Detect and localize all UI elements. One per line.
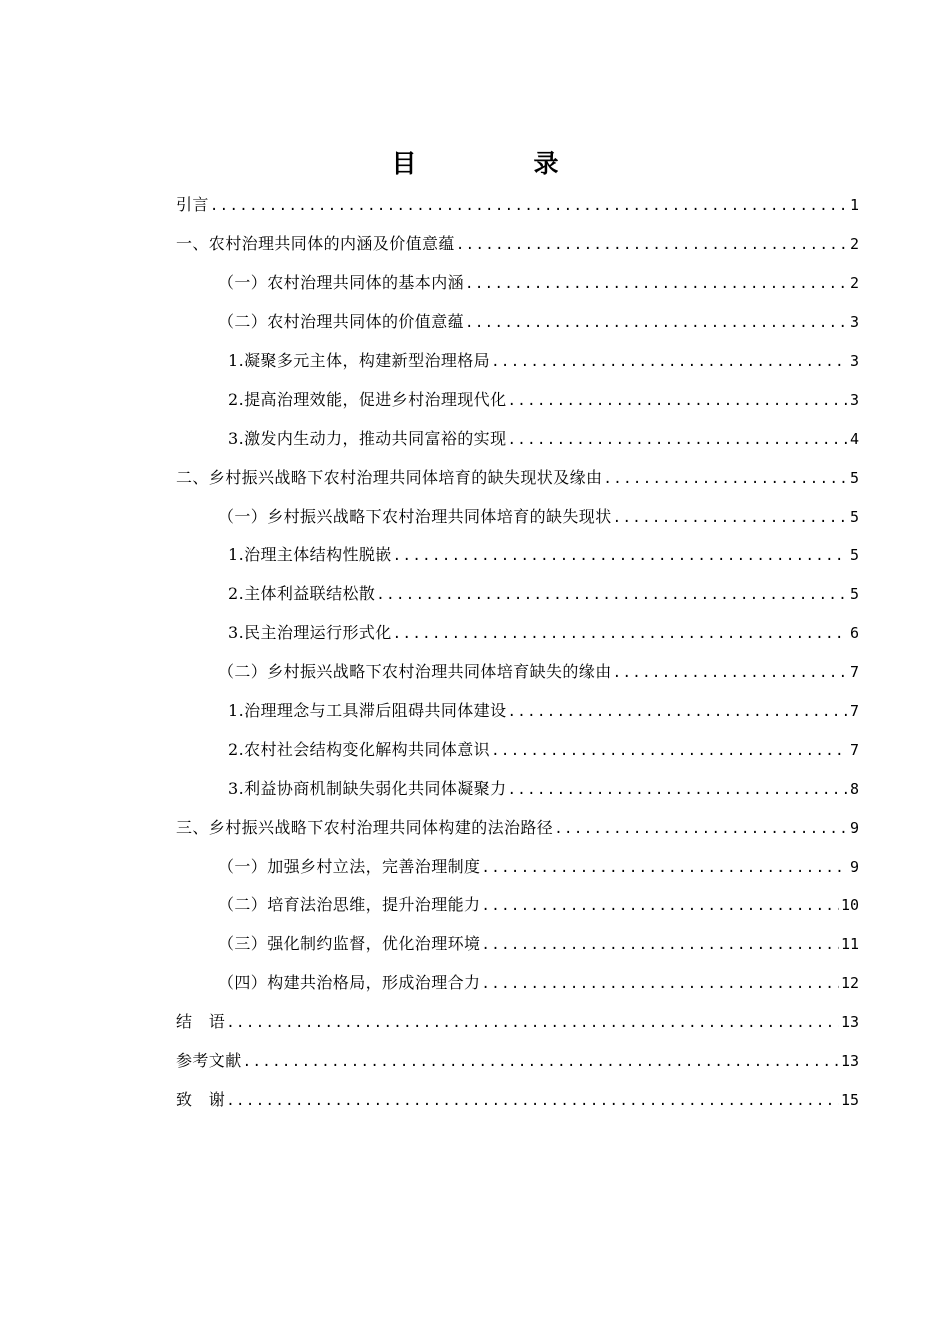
dot-leader (465, 313, 848, 333)
dot-leader (507, 430, 848, 450)
dot-leader (507, 391, 848, 411)
toc-entry-label: 结 语 (176, 1012, 226, 1032)
dot-leader (613, 663, 848, 683)
dot-leader (554, 819, 848, 839)
toc-entry-page-number: 3 (849, 313, 859, 332)
toc-entry[interactable] (0, 808, 950, 847)
dot-leader (491, 352, 848, 372)
toc-entry-label: 致 谢 (176, 1089, 226, 1109)
toc-entry[interactable] (0, 419, 950, 458)
toc-entry-label: 一、农村治理共同体的内涵及价值意蕴 (176, 234, 455, 254)
toc-entry[interactable] (0, 264, 950, 303)
toc-entry-page-number: 2 (849, 274, 859, 293)
toc-entry[interactable] (0, 342, 950, 381)
toc-entry-page-number: 13 (840, 1013, 859, 1032)
toc-entry[interactable] (0, 653, 950, 692)
toc-entry-label: 1.凝聚多元主体，构建新型治理格局 (228, 351, 491, 370)
toc-entry-label: （一）农村治理共同体的基本内涵 (218, 273, 465, 293)
toc-entry[interactable] (0, 1003, 950, 1042)
toc-entry-label: 引言 (176, 195, 209, 215)
toc-entry-page-number: 10 (840, 896, 859, 915)
toc-entry-page-number: 3 (849, 390, 859, 409)
toc-entry-page-number: 9 (849, 857, 859, 876)
toc-entry-page-number: 1 (849, 196, 859, 215)
toc-entry-page-number: 9 (849, 818, 859, 837)
dot-leader (210, 196, 848, 216)
toc-entry-label: 3.民主治理运行形式化 (228, 623, 392, 643)
toc-entry-page-number: 7 (849, 663, 859, 682)
toc-entry[interactable] (0, 964, 950, 1003)
dot-leader (481, 974, 839, 994)
toc-entry[interactable] (0, 614, 950, 653)
dot-leader (465, 274, 848, 294)
dot-leader (393, 624, 848, 644)
toc-entry-page-number: 8 (849, 779, 859, 798)
dot-leader (393, 546, 848, 566)
toc-entry-label: 1.治理主体结构性脱嵌 (228, 545, 392, 565)
toc-entry[interactable] (0, 925, 950, 964)
dot-leader (507, 702, 848, 722)
dot-leader (226, 1091, 839, 1111)
toc-entry-label: （二）农村治理共同体的价值意蕴 (218, 312, 465, 332)
toc-entry-label: （二）乡村振兴战略下农村治理共同体培育缺失的缘由 (218, 662, 612, 682)
toc-entry-page-number: 5 (849, 546, 859, 565)
dot-leader (481, 935, 839, 955)
toc-entry-label: 2.农村社会结构变化解构共同体意识 (228, 739, 491, 759)
toc-entry-page-number: 5 (849, 585, 859, 604)
toc-entry-page-number: 7 (849, 702, 859, 721)
toc-entry-page-number: 2 (849, 235, 859, 254)
toc-entry-label: （一）乡村振兴战略下农村治理共同体培育的缺失现状 (218, 506, 612, 526)
toc-entry[interactable] (0, 303, 950, 342)
toc-entry[interactable] (0, 225, 950, 264)
dot-leader (456, 235, 848, 255)
toc-entry[interactable] (0, 692, 950, 731)
toc-entry-page-number: 7 (849, 740, 859, 759)
toc-entry-page-number: 3 (849, 352, 859, 370)
dot-leader (243, 1052, 839, 1072)
toc-entry-label: （一）加强乡村立法，完善治理制度 (218, 856, 481, 876)
toc-entry-label: 二、乡村振兴战略下农村治理共同体培育的缺失现状及缘由 (176, 467, 603, 487)
toc-entry-page-number: 15 (840, 1090, 859, 1109)
toc-entry[interactable] (0, 186, 950, 225)
toc-title: 目 录 (391, 149, 605, 178)
toc-entry-page-number: 13 (840, 1052, 859, 1071)
toc-entry[interactable] (0, 497, 950, 536)
dot-leader (481, 896, 839, 916)
toc-entry[interactable] (0, 536, 950, 575)
toc-entry[interactable] (0, 886, 950, 925)
toc-entry-label: 三、乡村振兴战略下农村治理共同体构建的法治路径 (176, 817, 554, 837)
toc-entry-page-number: 5 (849, 468, 859, 487)
table-of-contents (0, 186, 950, 1119)
toc-entry[interactable] (0, 380, 950, 419)
dot-leader (613, 508, 848, 528)
dot-leader (376, 585, 848, 605)
toc-entry[interactable] (0, 575, 950, 614)
dot-leader (603, 469, 848, 489)
toc-entry-label: 3.利益协商机制缺失弱化共同体凝聚力 (228, 778, 507, 798)
toc-entry-page-number: 6 (849, 624, 859, 643)
toc-entry-label: 1.治理理念与工具滞后阻碍共同体建设 (228, 701, 507, 721)
toc-entry[interactable] (0, 730, 950, 769)
toc-entry[interactable] (0, 847, 950, 886)
dot-leader (226, 1013, 839, 1033)
toc-entry[interactable] (0, 1080, 950, 1119)
toc-entry[interactable] (0, 769, 950, 808)
toc-entry-page-number: 11 (840, 935, 859, 954)
dot-leader (491, 741, 848, 761)
toc-entry-label: 2.主体利益联结松散 (228, 584, 376, 604)
toc-entry[interactable] (0, 1042, 950, 1081)
toc-entry-label: 3.激发内生动力，推动共同富裕的实现 (228, 428, 507, 448)
toc-entry[interactable] (0, 458, 950, 497)
toc-entry-page-number: 5 (849, 507, 859, 526)
toc-entry-label: （三）强化制约监督，优化治理环境 (218, 934, 481, 954)
toc-entry-label: 参考文献 (176, 1051, 242, 1071)
toc-entry-page-number: 12 (840, 974, 859, 993)
toc-entry-label: （二）培育法治思维，提升治理能力 (218, 895, 481, 915)
toc-entry-page-number: 4 (849, 429, 859, 448)
dot-leader (507, 780, 848, 800)
toc-entry-label: （四）构建共治格局，形成治理合力 (218, 973, 481, 993)
toc-entry-label: 2.提高治理效能，促进乡村治理现代化 (228, 389, 507, 409)
dot-leader (481, 858, 848, 878)
